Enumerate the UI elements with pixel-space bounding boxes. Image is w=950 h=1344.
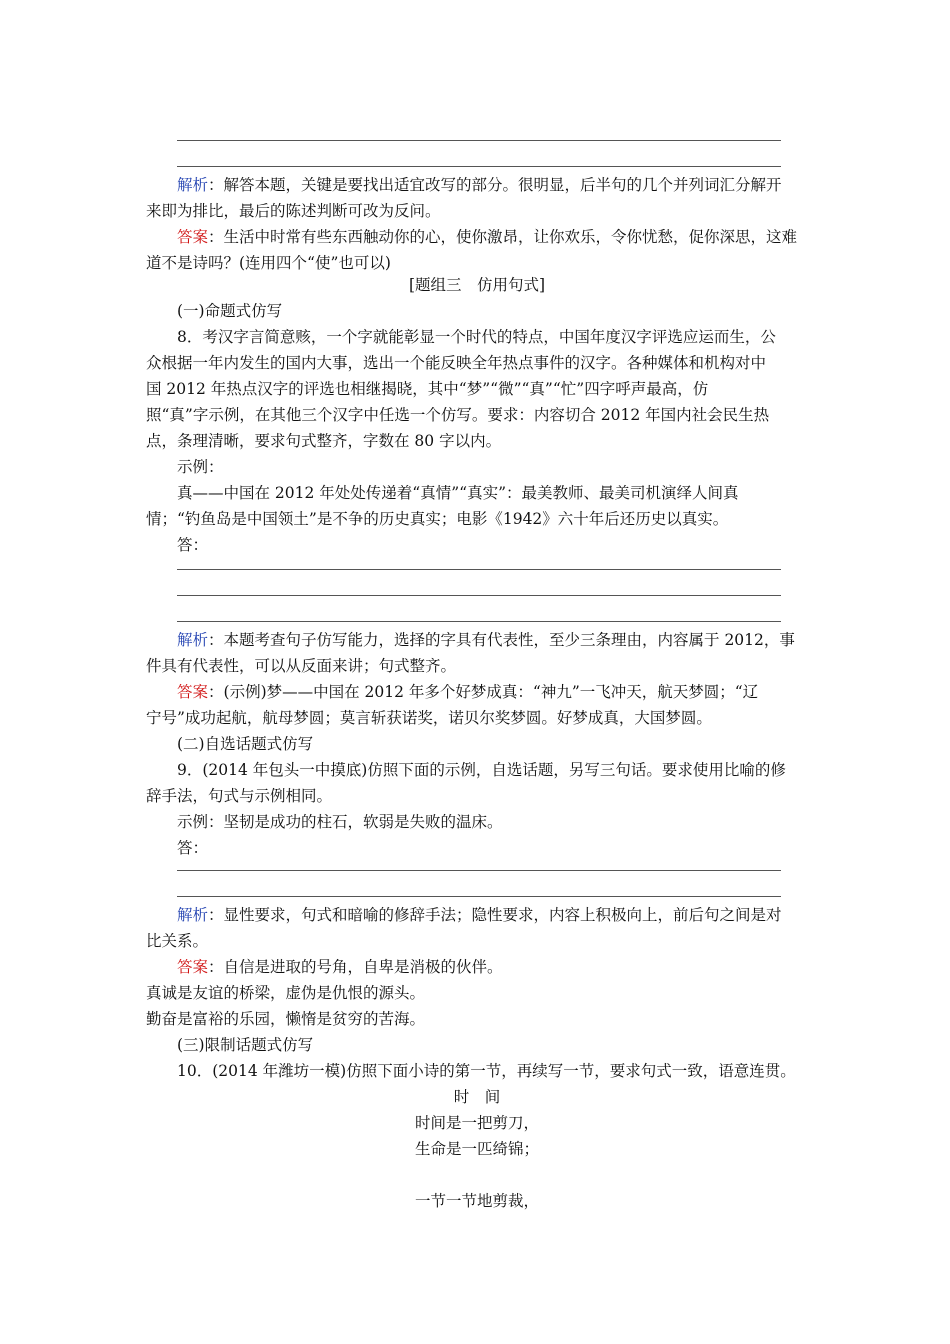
answer-prompt: 答： [177, 536, 209, 554]
example-text: 真——中国在 2012 年处处传递着“真情”“真实”：最美教师、最美司机演绎人间真 [177, 484, 739, 502]
answer-text-cont: 道不是诗吗？(连用四个“使”也可以) [146, 254, 391, 272]
answer-text: ：(示例)梦——中国在 2012 年多个好梦成真：“神九”一飞冲天，航天梦圆；“辽 [208, 683, 759, 701]
answer-line-text [177, 679, 808, 705]
question-8-line: 国 2012 年热点汉字的评选也相继揭晓，其中“梦”“微”“真”“忙”四字呼声最高，仿 [146, 380, 709, 398]
answer-prompt: 答： [177, 839, 209, 857]
analysis-line [177, 172, 808, 198]
question-9-line: 辞手法，句式与示例相同。 [146, 787, 333, 805]
section-heading: (三)限制话题式仿写 [177, 1036, 314, 1054]
answer-label: 答案 [177, 958, 209, 976]
analysis-text: ：解答本题，关键是要找出适宜改写的部分。很明显，后半句的几个并列词汇分解开 [208, 176, 782, 194]
poem-line: 生命是一匹绮锦； [414, 1140, 539, 1158]
example-text: 示例：坚韧是成功的柱石，软弱是失败的温床。 [177, 813, 503, 831]
answer-label: 答案 [177, 228, 209, 246]
answer-text: ：自信是进取的号角，自卑是消极的伙伴。 [208, 958, 503, 976]
analysis-text-cont: 件具有代表性，可以从反面来讲；句式整齐。 [146, 657, 457, 675]
analysis-text: ：显性要求，句式和暗喻的修辞手法；隐性要求，内容上积极向上，前后句之间是对 [208, 906, 782, 924]
section-heading: (一)命题式仿写 [177, 302, 283, 320]
answer-label: 答案 [177, 683, 209, 701]
answer-line [177, 140, 781, 141]
analysis-label: 解析 [177, 631, 209, 649]
poem-title: 时 间 [453, 1088, 501, 1106]
question-8-line: 众根据一年内发生的国内大事，选出一个能反映全年热点事件的汉字。各种媒体和机构对中 [146, 354, 767, 372]
analysis-line [177, 627, 808, 653]
question-8-line: 照“真”字示例，在其他三个汉字中任选一个仿写。要求：内容切合 2012 年国内社会民生热 [146, 406, 770, 424]
analysis-label: 解析 [177, 176, 209, 194]
question-9-line: 9．(2014 年包头一中摸底)仿照下面的示例，自选话题，另写三句话。要求使用比喻的修 [177, 761, 786, 779]
poem-line: 时间是一把剪刀， [414, 1114, 539, 1132]
answer-text-cont: 勤奋是富裕的乐园，懒惰是贫穷的苦海。 [146, 1010, 426, 1028]
example-text-cont: 情；“钓鱼岛是中国领土”是不争的历史真实；电影《1942》六十年后还历史以真实。 [146, 510, 729, 528]
answer-line [177, 896, 781, 897]
answer-line-text [177, 954, 808, 980]
section-heading: (二)自选话题式仿写 [177, 735, 314, 753]
analysis-label: 解析 [177, 906, 209, 924]
analysis-text: ：本题考查句子仿写能力，选择的字具有代表性，至少三条理由，内容属于 2012，事 [208, 631, 795, 649]
answer-line-text [177, 224, 808, 250]
answer-line [177, 166, 781, 167]
answer-line [177, 870, 781, 871]
group-title: [题组三 仿用句式] [408, 276, 546, 294]
analysis-line [177, 902, 808, 928]
poem-line: 一节一节地剪裁， [414, 1192, 539, 1210]
answer-line [177, 569, 781, 570]
analysis-text-cont: 来即为排比，最后的陈述判断可改为反问。 [146, 202, 441, 220]
answer-text-cont: 真诚是友谊的桥梁，虚伪是仇恨的源头。 [146, 984, 426, 1002]
analysis-text-cont: 比关系。 [146, 932, 209, 950]
question-8-line: 8．考汉字言简意赅，一个字就能彰显一个时代的特点，中国年度汉字评选应运而生，公 [177, 328, 776, 346]
answer-line [177, 621, 781, 622]
example-label: 示例： [177, 458, 224, 476]
question-10-line: 10．(2014 年潍坊一模)仿照下面小诗的第一节，再续写一节，要求句式一致，语意连贯。 [177, 1062, 796, 1080]
answer-text: ：生活中时常有些东西触动你的心，使你激昂，让你欢乐，令你忧愁，促你深思，这难 [208, 228, 798, 246]
answer-line [177, 595, 781, 596]
question-8-line: 点，条理清晰，要求句式整齐，字数在 80 字以内。 [146, 432, 502, 450]
answer-text-cont: 宁号”成功起航，航母梦圆；莫言斩获诺奖，诺贝尔奖梦圆。好梦成真，大国梦圆。 [146, 709, 712, 727]
